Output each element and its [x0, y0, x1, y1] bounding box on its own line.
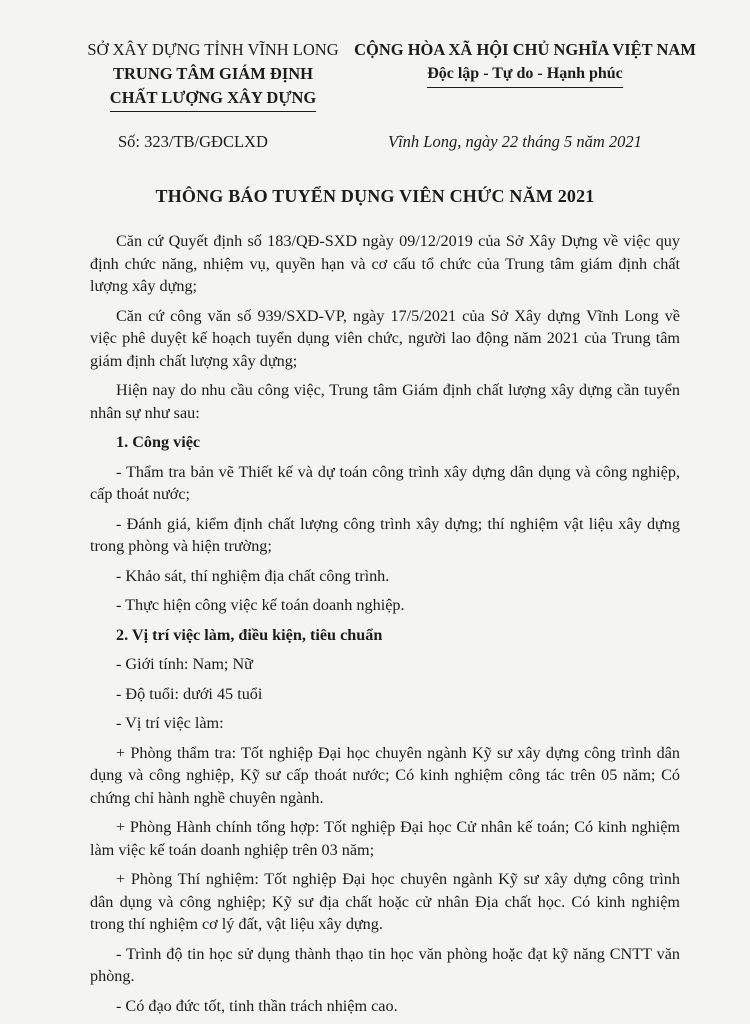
document-title: THÔNG BÁO TUYỂN DỤNG VIÊN CHỨC NĂM 2021 — [155, 186, 595, 206]
paragraph-intro: Hiện nay do nhu cầu công việc, Trung tâm Giám định chất lượng xây dựng cần tuyển nhân sự như sau: — [90, 381, 680, 422]
paragraph-legal-basis-2: Căn cứ công văn số 939/SXD-VP, ngày 17/5/2021 của Sở Xây dựng Vĩnh Long về việc phê duyệt kế hoạch tuyển dụng viên chức, người lao động năm 2021 của Trung tâm giám định chất lượng xây dựng; — [90, 306, 680, 370]
section-heading-work: 1. Công việc — [116, 433, 201, 451]
issuer-name-line1: TRUNG TÂM GIÁM ĐỊNH — [113, 64, 313, 83]
requirement-item: - Có đạo đức tốt, tinh thần trách nhiệm cao. — [116, 996, 398, 1015]
issuer-parent-agency: SỞ XÂY DỰNG TỈNH VĨNH LONG — [87, 40, 339, 59]
national-motto: Độc lập - Tự do - Hạnh phúc — [427, 62, 623, 88]
national-title: CỘNG HÒA XÃ HỘI CHỦ NGHĨA VIỆT NAM — [354, 40, 696, 59]
position-item: + Phòng Hành chính tổng hợp: Tốt nghiệp Đại học Cử nhân kế toán; Có kinh nghiệm làm việc kế toán doanh nghiệp trên 03 năm; — [90, 818, 680, 859]
work-item: - Thẩm tra bản vẽ Thiết kế và dự toán công trình xây dựng dân dụng và công nghiệp, cấp thoát nước; — [90, 462, 680, 503]
requirement-item: - Trình độ tin học sử dụng thành thạo tin học văn phòng hoặc đạt kỹ năng CNTT văn phòng. — [90, 944, 680, 985]
position-item: + Phòng thẩm tra: Tốt nghiệp Đại học chuyên ngành Kỹ sư xây dựng công trình dân dụng và công nghiệp, Kỹ sư cấp thoát nước; Có kinh nghiệm công tác trên 05 năm; Có chứng chỉ hành nghề chuyên ngành. — [90, 743, 680, 807]
issuer-name-line2: CHẤT LƯỢNG XÂY DỰNG — [110, 86, 316, 112]
paragraph-legal-basis-1: Căn cứ Quyết định số 183/QĐ-SXD ngày 09/12/2019 của Sở Xây Dựng về việc quy định chức năng, nhiệm vụ, quyền hạn và cơ cấu tổ chức của Trung tâm giám định chất lượng xây dựng; — [90, 232, 680, 295]
work-item: - Đánh giá, kiểm định chất lượng công trình xây dựng; thí nghiệm vật liệu xây dựng trong phòng và hiện trường; — [90, 514, 680, 555]
criteria-item: - Giới tính: Nam; Nữ — [116, 655, 253, 673]
work-item: - Khảo sát, thí nghiệm địa chất công trình. — [116, 566, 390, 585]
reference-number: Số: 323/TB/GĐCLXD — [118, 132, 268, 151]
issuer-header — [68, 38, 358, 112]
section-heading-positions: 2. Vị trí việc làm, điều kiện, tiêu chuẩn — [116, 625, 383, 644]
national-header — [345, 38, 705, 88]
criteria-item: - Độ tuổi: dưới 45 tuổi — [116, 684, 263, 703]
criteria-item: - Vị trí việc làm: — [116, 714, 224, 732]
document-body — [90, 230, 680, 1024]
date-line: Vĩnh Long, ngày 22 tháng 5 năm 2021 — [388, 132, 642, 151]
position-item: + Phòng Thí nghiệm: Tốt nghiệp Đại học chuyên ngành Kỹ sư xây dựng công trình dân dụng và công nghiệp; Kỹ sư địa chất hoặc cử nhân Địa chất học. Có kinh nghiệm trong thí nghiệm cơ lý đất, vật liệu xây dựng. — [90, 870, 680, 933]
work-item: - Thực hiện công việc kế toán doanh nghiệp. — [116, 596, 405, 614]
